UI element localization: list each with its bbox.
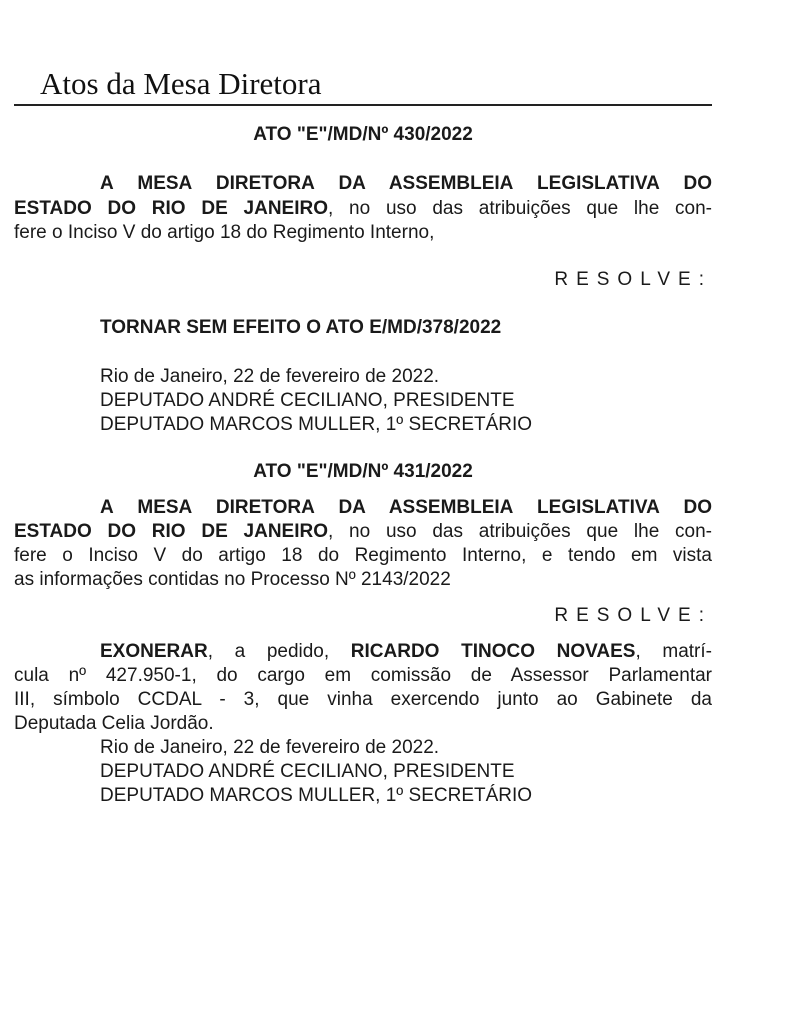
act-431-decision-line-3: III, símbolo CCDAL - 3, que vinha exercendo junto ao Gabinete da (14, 689, 712, 710)
act-430-decision: TORNAR SEM EFEITO O ATO E/MD/378/2022 (100, 317, 502, 338)
act-431-preamble-line-1: A MESA DIRETORA DA ASSEMBLEIA LEGISLATIVA DO (100, 497, 712, 518)
act-431-signer-secretary: DEPUTADO MARCOS MULLER, 1º SECRETÁRIO (100, 785, 533, 806)
act-431-heading: ATO "E"/MD/Nº 431/2022 (253, 461, 473, 482)
act-431-preamble-line-4: as informações contidas no Processo Nº 2143/2022 (14, 569, 451, 590)
act-431-decision-line-2: cula nº 427.950-1, do cargo em comissão de Assessor Parlamentar (14, 665, 712, 686)
act-430-date: Rio de Janeiro, 22 de fevereiro de 2022. (100, 366, 440, 387)
act-431-resolve: RESOLVE: (554, 605, 712, 626)
act-430-preamble-line-2: ESTADO DO RIO DE JANEIRO, no uso das atribuições que lhe con- (14, 198, 713, 219)
act-430-preamble-line-3: fere o Inciso V do artigo 18 do Regimento Interno, (14, 222, 435, 243)
act-430-signer-secretary: DEPUTADO MARCOS MULLER, 1º SECRETÁRIO (100, 414, 533, 435)
act-431-date: Rio de Janeiro, 22 de fevereiro de 2022. (100, 737, 440, 758)
act-431-preamble-line-2: ESTADO DO RIO DE JANEIRO, no uso das atribuições que lhe con- (14, 521, 713, 542)
act-430-resolve: RESOLVE: (554, 269, 712, 290)
act-430-preamble-line-1: A MESA DIRETORA DA ASSEMBLEIA LEGISLATIVA DO (100, 173, 712, 194)
act-430-signer-president: DEPUTADO ANDRÉ CECILIANO, PRESIDENTE (100, 390, 515, 411)
title-rule (14, 104, 712, 106)
act-431-preamble-line-3: fere o Inciso V do artigo 18 do Regimento Interno, e tendo em vista (14, 545, 712, 566)
act-431-signer-president: DEPUTADO ANDRÉ CECILIANO, PRESIDENTE (100, 761, 515, 782)
act-430-heading: ATO "E"/MD/Nº 430/2022 (253, 124, 473, 145)
act-431-decision-line-4: Deputada Celia Jordão. (14, 713, 214, 734)
section-title: Atos da Mesa Diretora (40, 66, 322, 101)
act-431-decision-line-1: EXONERAR, a pedido, RICARDO TINOCO NOVAES, matrí- (100, 641, 712, 662)
